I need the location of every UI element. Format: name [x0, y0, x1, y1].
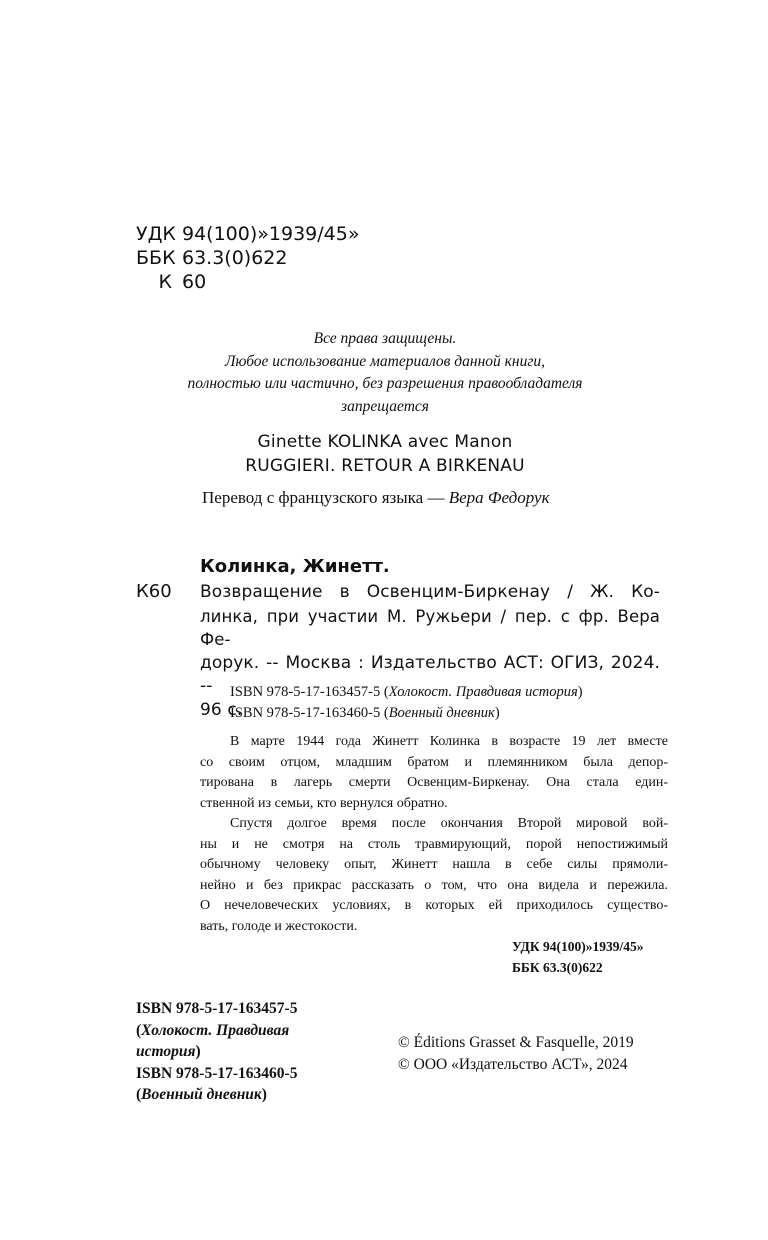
- bottom-isbn2: ISBN 978-5-17-163460-5: [136, 1064, 298, 1082]
- udk-value: 94(100)»1939/45»: [182, 223, 360, 245]
- card-isbn-line: ISBN 978-5-17-163457-5 (Холокост. Правдивая история): [230, 684, 583, 700]
- author-mark-value: 60: [182, 271, 207, 293]
- bottom-isbn-block: [136, 998, 297, 1106]
- card-isbn2-series: Военный дневник: [388, 705, 495, 721]
- card-isbn1-series: Холокост. Правдивая история: [388, 684, 578, 700]
- udk-line: [136, 222, 359, 246]
- card-code: К60: [136, 581, 172, 602]
- card-isbn2: ISBN 978-5-17-163460-5: [230, 705, 381, 721]
- annotation-line: тирована в лагерь смерти Освенцим-Биркенау. Она стала един-: [200, 775, 668, 790]
- annotation-line: обычному человеку опыт, Жинетт нашла в себе силы прямоли-: [200, 857, 668, 872]
- udk-label: УДК: [136, 223, 176, 245]
- bottom-series2: Военный дневник: [141, 1086, 262, 1103]
- bottom-isbn1: ISBN 978-5-17-163457-5: [136, 1000, 298, 1017]
- bottom-series1-line: (Холокост. Правдивая: [136, 1021, 290, 1039]
- copyright-block: [398, 1032, 634, 1075]
- annotation-paragraph: [200, 814, 668, 835]
- card-line: дорук. -- Москва : Издательство АСТ: ОГИЗ, 2024. --: [200, 652, 660, 696]
- bbk-label: ББК: [136, 247, 176, 269]
- annotation-line: вать, голоде и жестокости.: [200, 918, 358, 934]
- annotation-line: В марте 1944 года Жинетт Колинка в возрасте 19 лет вместе: [230, 734, 668, 749]
- card-udk: УДК 94(100)»1939/45»: [512, 939, 644, 954]
- rights-line: Все права защищены.: [313, 330, 457, 347]
- original-title-line1: Ginette KOLINKA avec Manon: [257, 432, 513, 452]
- annotation-continuation: [200, 753, 668, 815]
- translation-credit: [150, 488, 700, 508]
- annotation-line: нейно и без прикрас рассказать о том, что она видела и пережила.: [200, 877, 668, 893]
- bottom-series1-line: история): [136, 1043, 201, 1060]
- copyright-line1: © Éditions Grasset & Fasquelle, 2019: [398, 1034, 634, 1051]
- rights-notice: [150, 328, 620, 418]
- bottom-series1-part1: Холокост. Правдивая: [141, 1021, 290, 1039]
- original-title: [150, 430, 620, 478]
- classification-block: [136, 222, 359, 294]
- card-isbns: [230, 682, 583, 724]
- card-line: линка, при участии М. Ружьери / пер. с фр. Вера Фе-: [200, 606, 660, 649]
- rights-line: запрещается: [341, 397, 429, 415]
- bottom-series1-part2: история: [136, 1043, 196, 1060]
- card-author: Колинка, Жинетт.: [200, 556, 390, 577]
- card-isbn-line: ISBN 978-5-17-163460-5 (Военный дневник): [230, 705, 500, 721]
- annotation-line: О нечеловеческих условиях, в которых ей приходилось существо-: [200, 898, 668, 913]
- card-annotation: [200, 732, 668, 937]
- annotation-line: ны и не смотря на столь травмирующий, порой непостижимый: [200, 836, 668, 852]
- author-mark-label: К: [158, 271, 172, 293]
- author-mark-line: [136, 270, 359, 294]
- original-title-line2: RUGGIERI. RETOUR A BIRKENAU: [245, 456, 525, 476]
- rights-line: полностью или частично, без разрешения правообладателя: [187, 375, 583, 392]
- annotation-line: Спустя долгое время после окончания Второй мировой вой-: [230, 816, 668, 831]
- bbk-value: 63.3(0)622: [182, 247, 288, 269]
- card-classification: [512, 936, 644, 978]
- translation-label: Перевод с французского языка —: [202, 488, 449, 507]
- card-isbn1: ISBN 978-5-17-163457-5: [230, 684, 381, 700]
- translator-name: Вера Федорук: [448, 488, 550, 507]
- card-bbk: ББК 63.3(0)622: [512, 960, 603, 975]
- bottom-series2-line: (Военный дневник): [136, 1086, 267, 1103]
- annotation-paragraph: [200, 732, 668, 753]
- annotation-line: со своим отцом, младшим братом и племянником была депор-: [200, 754, 668, 770]
- rights-line: Любое использование материалов данной книги,: [224, 352, 545, 370]
- card-line: 96 с.: [200, 699, 243, 720]
- bbk-line: [136, 246, 359, 270]
- copyright-line2: © ООО «Издательство АСТ», 2024: [398, 1055, 628, 1073]
- card-line: Возвращение в Освенцим-Биркенау / Ж. Ко-: [200, 582, 660, 602]
- annotation-continuation: [200, 835, 668, 938]
- annotation-line: ственной из семьи, кто вернулся обратно.: [200, 795, 448, 811]
